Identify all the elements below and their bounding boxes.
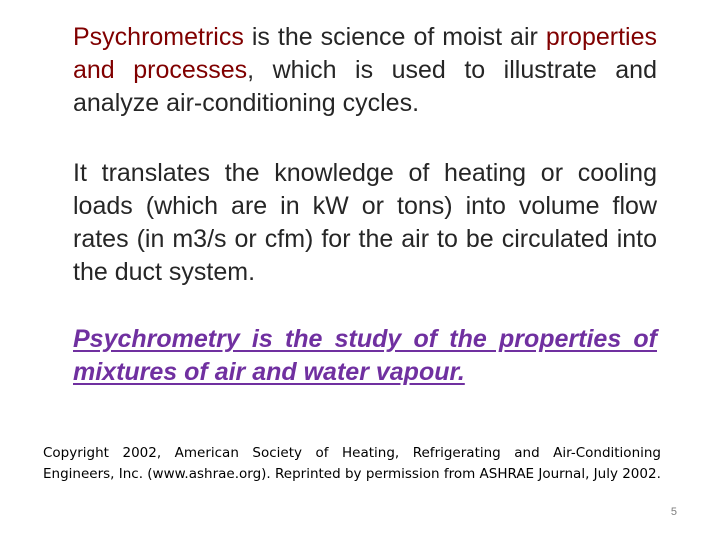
intro-text-b: , which is used to illustrate and analyze air-conditioning cycles.	[73, 56, 657, 117]
intro-text-a: is the science of moist air	[243, 23, 546, 51]
page-number: 5	[670, 506, 677, 518]
intro-highlight: properties and processes	[73, 23, 657, 84]
copyright-notice: Copyright 2002, American Society of Heating, Refrigerating and Air-Conditioning Engineers, Inc. (www.ashrae.org). Reprinted by permission from ASHRAE Journal, July 2002.	[43, 445, 661, 482]
psychrometry-definition: Psychrometry is the study of the properties of mixtures of air and water vapour.	[73, 325, 657, 386]
definition-paragraph	[73, 323, 657, 389]
intro-paragraph	[73, 21, 657, 120]
loads-text: It translates the knowledge of heating or cooling loads (which are in kW or tons) into volume flow rates (in m3/s or cfm) for the air to be circulated into the duct system.	[73, 159, 657, 286]
psychrometrics-term: Psychrometrics	[73, 23, 244, 51]
loads-paragraph	[73, 157, 657, 289]
